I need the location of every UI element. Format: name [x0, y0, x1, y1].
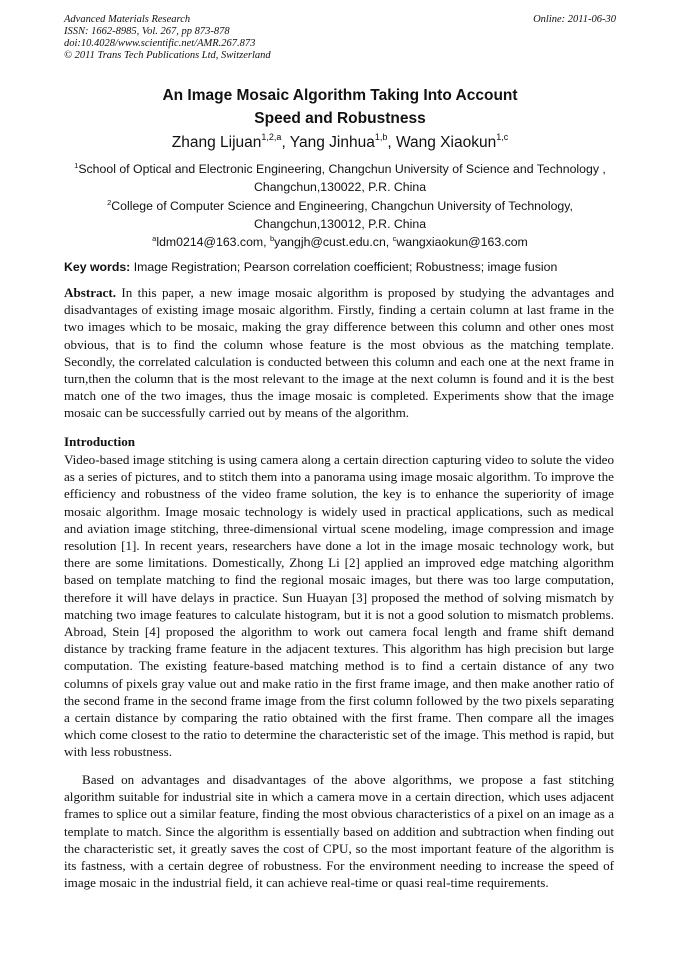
- affiliation-mark: 1: [74, 161, 79, 170]
- author-affiliation-mark: 1,b: [374, 132, 388, 142]
- author-emails: [60, 233, 620, 251]
- affiliation-2-city: Changchun,130012, P.R. China: [253, 216, 427, 231]
- affiliation-mark: 2: [107, 197, 112, 207]
- email-link[interactable]: wangxiaokun@163.com: [396, 235, 528, 250]
- email-mark: b: [270, 234, 275, 244]
- intro-paragraph-2: Based on advantages and disadvantages of the above algorithms, we propose a fast stitching algorithm suitable for industrial site in which a camera move in a certain direction, which uses adjacent frames to splice out a similar feature, finding the most obvious characteristics of a pixel on an image as a template to match. Since the algorithm is essentially based on addition and subtraction when finding out the characteristic set, it greatly saves the cost of CPU, so the most important feature of the algorithm is its fastness, with a certain degree of robustness. For the environment needing to increase the speed of image mosaic in the industrial field, it can achieve real-time or quasi real-time requirements.: [64, 772, 614, 891]
- abstract-text: In this paper, a new image mosaic algorithm is proposed by studying the advantages and disadvantages of existing image mosaic algorithm. Firstly, finding a certain column at last frame in the two images which to be mosaic, making the gray difference between this column and other ones most obvious, that is to find the column whose feature is the most obvious as the matching template. Secondly, the correlated calculation is conducted between this column and each one at the next frame in turn,then the column that is the most relevant to the image at the next column is found and it is the best match one of the two images, thus the image mosaic is completed. Experiments show that the image mosaic can be successfully carried out by means of the algorithm.: [64, 285, 614, 421]
- abstract-label: Abstract.: [64, 285, 116, 300]
- abstract: [64, 284, 614, 422]
- journal-issn: ISSN: 1662-8985, Vol. 267, pp 873-878: [64, 26, 230, 37]
- paper-title: [64, 84, 616, 130]
- title-line-1: An Image Mosaic Algorithm Taking Into Account: [162, 87, 518, 104]
- affiliation-2: [60, 197, 620, 215]
- author-list: Zhang Lijuan$^{1,2,a}$, Yang Jinhua$^{1,b}$, Wang Xiaokun$^{1,c}$: [171, 132, 509, 151]
- online-date: Online: 2011-06-30: [533, 14, 616, 25]
- email-link[interactable]: ldm0214@163.com,: [156, 235, 267, 250]
- section-heading-introduction: Introduction: [64, 434, 136, 449]
- affiliation-text: School of Optical and Electronic Engineering, Changchun University of Science and Technology ,: [78, 162, 606, 176]
- author-name: Yang Jinhua: [289, 134, 375, 151]
- affiliation-text: College of Computer Science and Engineering, Changchun University of Technology,: [111, 198, 573, 213]
- journal-doi: doi:10.4028/www.scientific.net/AMR.267.873: [64, 38, 256, 49]
- email-mark: c: [392, 234, 397, 244]
- title-line-2: Speed and Robustness: [254, 110, 426, 127]
- journal-name: Advanced Materials Research: [64, 14, 191, 25]
- author-affiliation-mark: 1,2,a: [261, 132, 282, 142]
- affiliation-1-city: Changchun,130022, P.R. China: [253, 180, 427, 195]
- author-name: Wang Xiaokun: [395, 134, 497, 151]
- affiliation-1: [60, 160, 620, 178]
- author-name: Zhang Lijuan: [171, 134, 262, 151]
- journal-header: [64, 14, 616, 62]
- email-mark: a: [152, 234, 157, 244]
- keywords: [64, 259, 624, 275]
- intro-paragraph-1: Video-based image stitching is using camera along a certain direction capturing video to solute the video as a series of pictures, and to stitch them into a panorama using image mosaic algorithm. To improve the efficiency and robustness of the video frame solution, the key is to enhance the superiority of image mosaic algorithm. Image mosaic technology is widely used in practical applications, such as medical and aviation image stitching, three-dimensional virtual scene modeling, image compression and image resolution [1]. In recent years, researchers have done a lot in the image mosaic technology work, but there are some limitations. Domestically, Zhong Li [2] applied an improved edge matching algorithm based on template matching to find the regional mosaic images, but there was too large computation, therefore it will have delays in practice. Sun Huayan [3] proposed the method of solving mismatch by matching two image features to calculate histogram, but it is not a good solution to mismatch problems. Abroad, Stein [4] proposed the algorithm to work out camera focal length and frame shift demand distance by tracking frame feature in the adjacent textures. This algorithm has high precision but large computation. The existing feature-based matching method is to find a certain distance of any two columns of pixels gray value out and make ratio in the first frame image, and then make another ratio of the second frame in the second frame image from the first column followed by the two pixels separating a certain distance by comparing the ratio obtained with the first frame. Then compare all the images which come closest to the ratio to determine the characteristic set of the image. This method is rapid, but with less robustness.: [64, 452, 614, 760]
- keywords-text: Image Registration; Pearson correlation coefficient; Robustness; image fusion: [133, 260, 558, 274]
- journal-copyright: © 2011 Trans Tech Publications Ltd, Switzerland: [64, 50, 271, 61]
- email-link[interactable]: yangjh@cust.edu.cn,: [274, 235, 390, 250]
- affiliations: [60, 160, 620, 251]
- keywords-label: Key words:: [64, 260, 131, 274]
- author-affiliation-mark: 1,c: [496, 132, 509, 142]
